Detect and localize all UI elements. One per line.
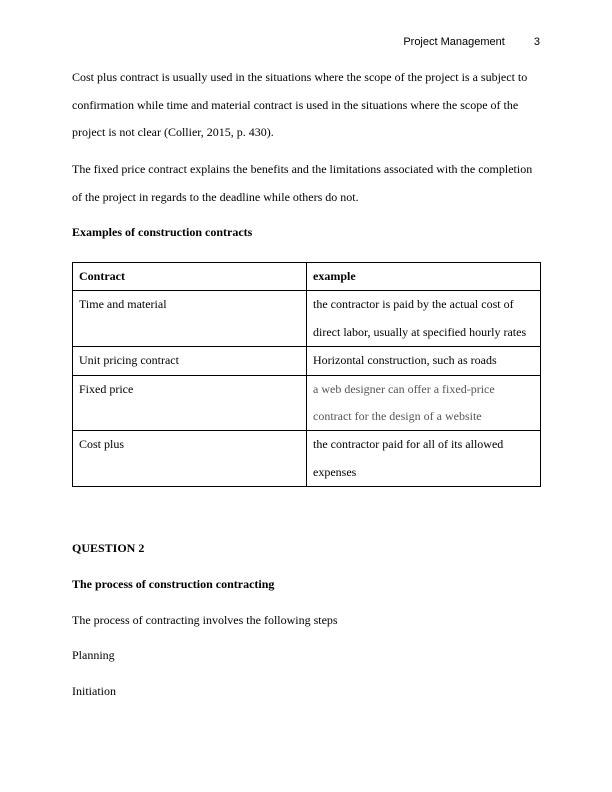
table-cell-contract: Fixed price	[73, 375, 307, 431]
table-row	[73, 431, 541, 487]
paragraph-fixed-price: The fixed price contract explains the benefits and the limitations associated with the completion of the project in regards to the deadline while others do not.	[72, 162, 533, 204]
table-row	[73, 347, 541, 375]
table-cell-contract: Unit pricing contract	[73, 347, 307, 375]
page-header	[403, 36, 540, 48]
table-cell-example: a web designer can offer a fixed-price contract for the design of a website	[307, 375, 541, 431]
table-header-cell: Contract	[73, 263, 307, 291]
process-heading: The process of construction contracting	[72, 577, 275, 591]
step-item: Initiation	[72, 684, 116, 698]
table-row	[73, 291, 541, 347]
examples-heading: Examples of construction contracts	[72, 225, 253, 239]
question-heading: QUESTION 2	[72, 541, 145, 555]
table-cell-example: the contractor paid for all of its allowed expenses	[307, 431, 541, 487]
table-header-cell: example	[307, 263, 541, 291]
process-intro: The process of contracting involves the following steps	[72, 613, 338, 627]
table-cell-contract: Cost plus	[73, 431, 307, 487]
page-number: 3	[533, 36, 540, 48]
table-header-row	[73, 263, 541, 291]
paragraph-cost-plus: Cost plus contract is usually used in the situations where the scope of the project is a subject to confirmation while time and material contract is used in the situations where the scope of the project is not clear (Collier, 2015, p. 430).	[72, 70, 528, 139]
table-cell-contract: Time and material	[73, 291, 307, 347]
header-title: Project Management	[403, 36, 505, 48]
table-cell-example: Horizontal construction, such as roads	[307, 347, 541, 375]
step-item: Planning	[72, 648, 115, 662]
table-row	[73, 375, 541, 431]
table-cell-example: the contractor is paid by the actual cost of direct labor, usually at specified hourly rates	[307, 291, 541, 347]
contracts-table	[72, 262, 541, 487]
